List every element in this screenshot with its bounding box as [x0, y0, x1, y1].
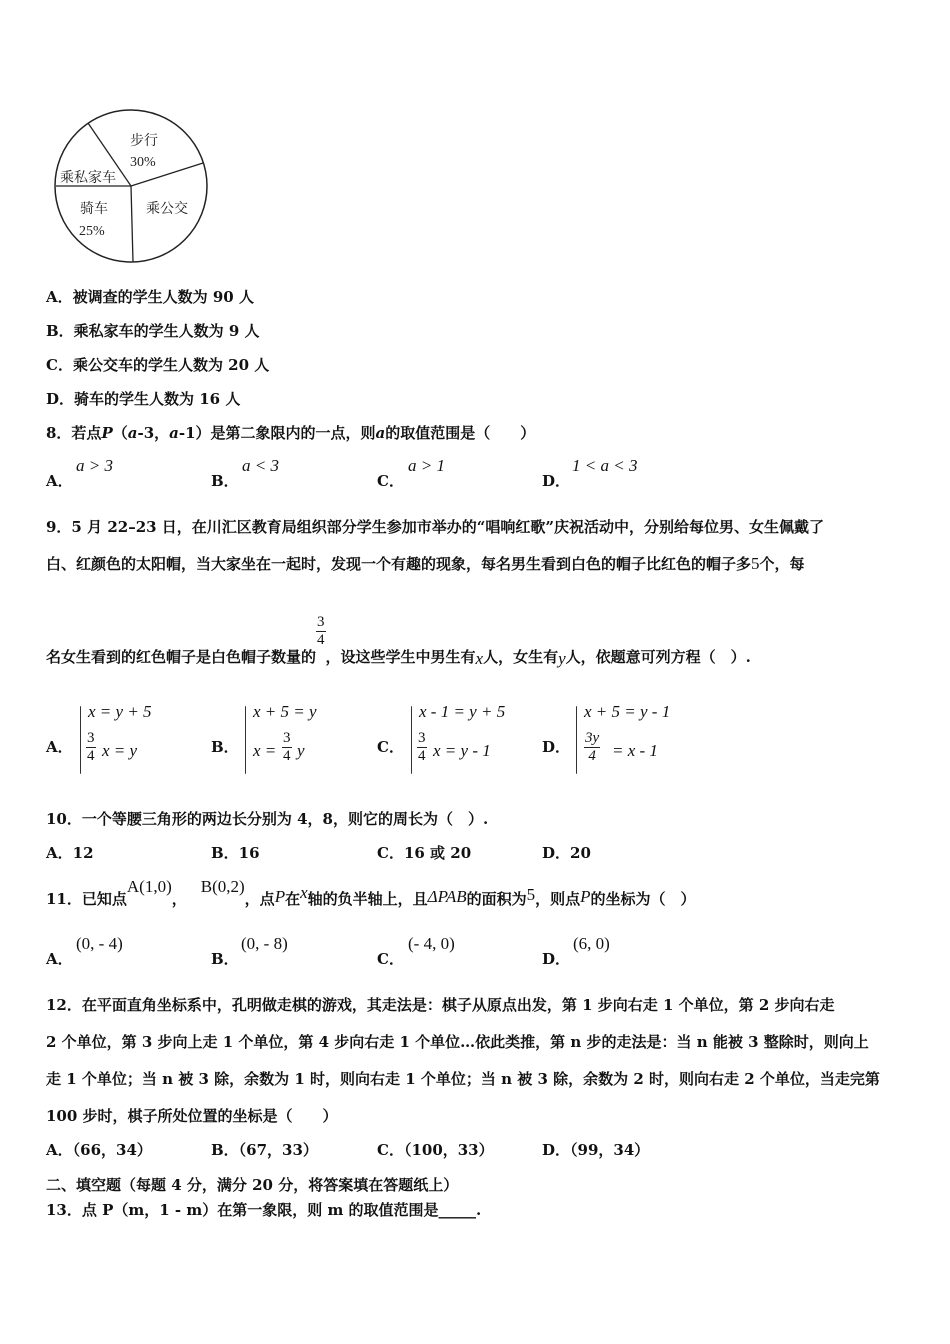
q11-option-d-expr: (6, 0)	[573, 934, 610, 953]
q9-option-c-frac: $\frac{3}{4}$	[418, 730, 426, 764]
q11-stem: 11．已知点A(1,0)，B(0,2)，点P在x轴的负半轴上，且ΔPAB的面积为5，则点P的坐标为（ ）	[46, 877, 696, 908]
q7-option-d: D．骑车的学生人数为 16 人	[46, 390, 241, 408]
q9-option-c-eq2: x = y - 1	[433, 741, 491, 760]
q10-option-b: B．16	[211, 844, 260, 862]
q12-option-c: C．（100，33）	[377, 1141, 494, 1159]
q9-option-b-label: B．	[211, 738, 239, 756]
q11-option-c-expr: (- 4, 0)	[408, 934, 455, 953]
q7-option-a: A．被调查的学生人数为 90 人	[46, 288, 254, 306]
pie-label-bus: 乘公交	[146, 202, 188, 217]
pie-label-walk-pct: 30%	[130, 155, 156, 170]
q9-option-b-brace	[245, 706, 246, 774]
q9-option-d-brace	[576, 706, 577, 774]
q8-option-c-expr: a > 1	[408, 456, 445, 475]
q12-option-d: D．（99，34）	[542, 1141, 650, 1159]
q9-line3: 名女生看到的红色帽子是白色帽子数量的 $\frac{3}{4}$ ，设这些学生中男生有x人，女生有y人，依题意可列方程（ ）.	[46, 614, 751, 668]
q9-option-a-label: A．	[46, 738, 73, 756]
q12-line2: 2 个单位，第 3 步向上走 1 个单位，第 4 步向右走 1 个单位…依此类推，第 n 步的走法是：当 n 能被 3 整除时，则向上	[46, 1033, 869, 1051]
q9-option-c-label: C．	[377, 738, 404, 756]
q12-line1: 12．在平面直角坐标系中，孔明做走棋的游戏，其走法是：棋子从原点出发，第 1 步向右走 1 个单位，第 2 步向右走	[46, 996, 835, 1014]
q8-option-b-expr: a < 3	[242, 456, 279, 475]
q9-option-d-eq2: = x - 1	[612, 741, 658, 760]
q7-option-b: B．乘私家车的学生人数为 9 人	[46, 322, 260, 340]
q9-option-d-frac: $\frac{3y}{4}$	[585, 730, 600, 764]
q10-stem: 10．一个等腰三角形的两边长分别为 4，8，则它的周长为（ ）.	[46, 810, 489, 828]
q9-option-d-label: D．	[542, 738, 571, 756]
q13-stem: 13．点 P（m，1 - m）在第一象限，则 m 的取值范围是_____.	[46, 1201, 482, 1219]
q10-option-a: A．12	[46, 844, 94, 862]
q11-option-d-label: D．	[542, 950, 571, 968]
q9-line2: 白、红颜色的太阳帽，当大家坐在一起时，发现一个有趣的现象，每名男生看到白色的帽子比红色的帽子多5个，每	[46, 554, 805, 573]
q9-fraction: $\frac{3}{4}$	[317, 614, 325, 648]
q9-option-a-brace	[80, 706, 81, 774]
q8-stem: 8．若点P（a-3，a-1）是第二象限内的一点，则a的取值范围是（ ）	[46, 424, 536, 442]
q9-option-a-frac: $\frac{3}{4}$	[87, 730, 95, 764]
q9-line1: 9．5 月 22–23 日，在川汇区教育局组织部分学生参加市举办的“唱响红歌”庆祝活动中，分别给每位男、女生佩戴了	[46, 518, 825, 536]
q11-option-b-label: B．	[211, 950, 239, 968]
pie-label-walk: 步行	[130, 134, 158, 149]
q8-option-d-expr: 1 < a < 3	[572, 456, 638, 475]
pie-label-car: 乘私家车	[60, 171, 116, 186]
q9-option-b-eq2-pre: x =	[253, 741, 277, 760]
q12-line4: 100 步时，棋子所处位置的坐标是（ ）	[46, 1107, 338, 1125]
q9-option-c-eq1: x - 1 = y + 5	[419, 702, 506, 721]
q9-option-c-brace	[411, 706, 412, 774]
q9-option-a-eq2: x = y	[102, 741, 138, 760]
q8-option-a-expr: a > 3	[76, 456, 113, 475]
q12-option-b: B．（67，33）	[211, 1141, 318, 1159]
pie-label-bike-pct: 25%	[79, 224, 105, 239]
q8-option-a-label: A．	[46, 472, 73, 490]
q9-option-b-frac: $\frac{3}{4}$	[283, 730, 291, 764]
q8-option-b-label: B．	[211, 472, 239, 490]
q11-option-b-expr: (0, - 8)	[241, 934, 288, 953]
q8-options	[46, 456, 846, 490]
q7-option-c: C．乘公交车的学生人数为 20 人	[46, 356, 270, 374]
pie-label-bike: 骑车	[80, 202, 108, 217]
q11-point-a: A(1,0)	[126, 877, 172, 896]
q9-option-b-eq2: y	[297, 741, 305, 760]
q9-option-a-eq1: x = y + 5	[88, 702, 152, 721]
q8-option-d-label: D．	[542, 472, 571, 490]
q10-option-d: D．20	[542, 844, 591, 862]
q9-option-b-eq1: x + 5 = y	[253, 702, 317, 721]
q11-option-a-label: A．	[46, 950, 73, 968]
q9-options	[46, 700, 746, 780]
q11-option-a-expr: (0, - 4)	[76, 934, 123, 953]
q12-option-a: A．（66，34）	[46, 1141, 152, 1159]
q11-option-c-label: C．	[377, 950, 404, 968]
q11-point-b: B(0,2)	[200, 877, 245, 896]
q11-options	[46, 934, 846, 968]
q8-option-c-label: C．	[377, 472, 404, 490]
q9-option-d-eq1: x + 5 = y - 1	[584, 702, 671, 721]
section-heading: 二、填空题（每题 4 分，满分 20 分，将答案填在答题纸上）	[46, 1176, 459, 1194]
q10-option-c: C．16 或 20	[377, 844, 472, 862]
pie-chart	[50, 105, 220, 275]
q12-line3: 走 1 个单位；当 n 被 3 除，余数为 1 时，则向右走 1 个单位；当 n 被 3 除，余数为 2 时，则向右走 2 个单位，当走完第	[46, 1070, 880, 1088]
